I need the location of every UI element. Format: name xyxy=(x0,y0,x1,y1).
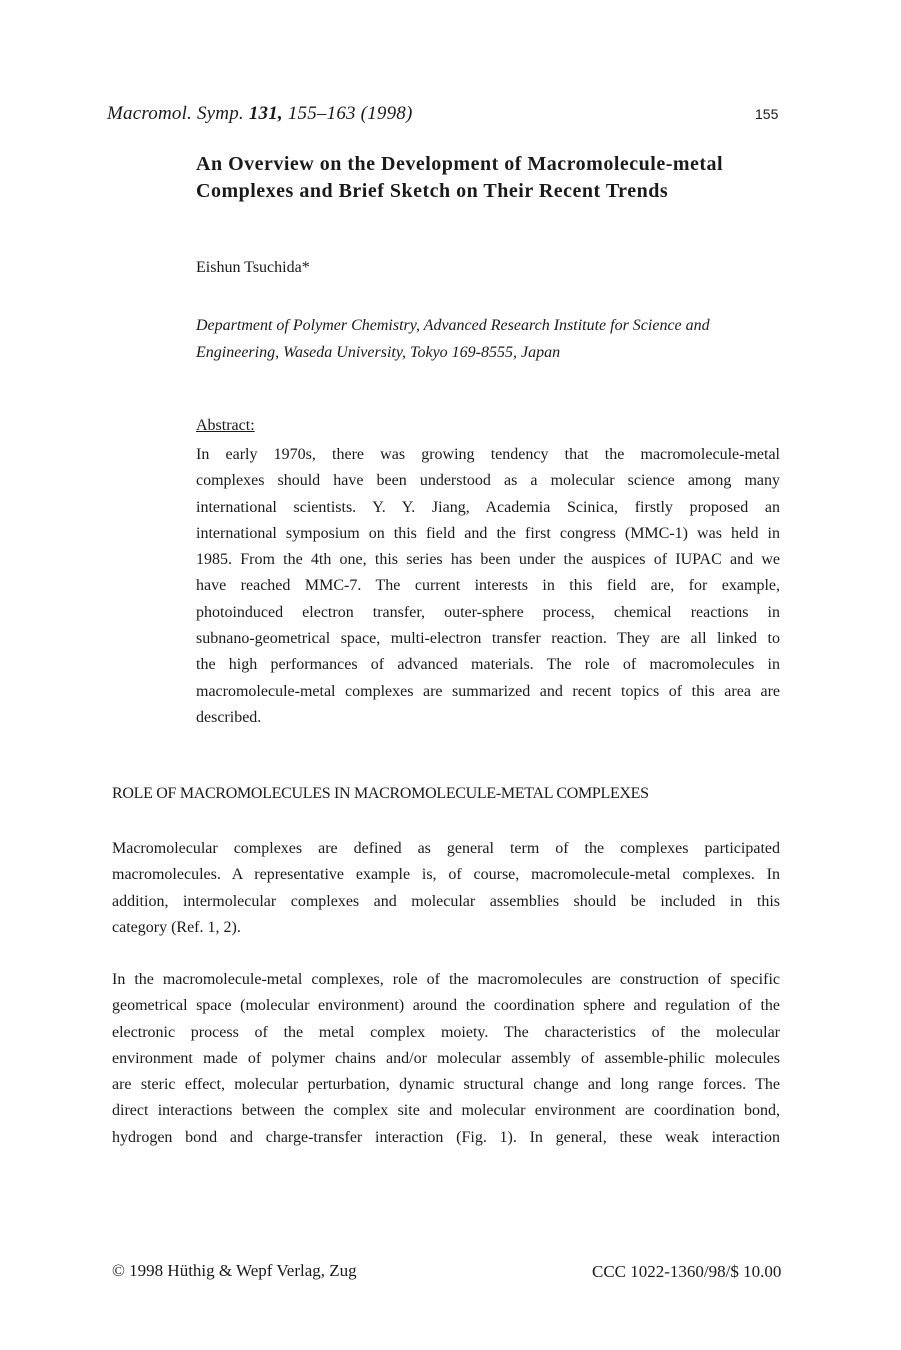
footer-ccc-code: CCC 1022-1360/98/$ 10.00 xyxy=(592,1262,782,1281)
paragraph-line: direct interactions between the complex site and molecular environment are coordination bond, xyxy=(112,1102,780,1120)
abstract-line: described. xyxy=(196,708,262,726)
paragraph-line: Macromolecular complexes are defined as general term of the complexes participated xyxy=(112,840,780,857)
paragraph-line: hydrogen bond and charge-transfer interaction (Fig. 1). In general, these weak interaction xyxy=(112,1128,780,1146)
abstract-line: subnano-geometrical space, multi-electron transfer reaction. They are all linked to xyxy=(196,630,780,648)
section-heading: ROLE OF MACROMOLECULES IN MACROMOLECULE-METAL COMPLEXES xyxy=(112,785,649,802)
abstract-line: the high performances of advanced materials. The role of macromolecules in xyxy=(196,656,780,674)
abstract-line: have reached MMC-7. The current interests in this field are, for example, xyxy=(196,577,780,595)
abstract-body xyxy=(196,442,780,731)
abstract-line: In early 1970s, there was growing tendency that the macromolecule-metal xyxy=(196,446,780,463)
paragraph-line: electronic process of the metal complex moiety. The characteristics of the molecular xyxy=(112,1023,780,1041)
abstract-line: international scientists. Y. Y. Jiang, Academia Scinica, firstly proposed an xyxy=(196,498,780,516)
journal-citation xyxy=(107,103,413,125)
paragraph-line: macromolecules. A representative example is, of course, macromolecule-metal complexes. In xyxy=(112,866,780,884)
abstract-line: photoinduced electron transfer, outer-sphere process, chemical reactions in xyxy=(196,603,780,621)
paragraph-line: addition, intermolecular complexes and molecular assemblies should be included in this xyxy=(112,892,780,910)
paragraph-line: category (Ref. 1, 2). xyxy=(112,918,241,936)
author-name: Eishun Tsuchida* xyxy=(196,259,310,276)
abstract-line: complexes should have been understood as a molecular science among many xyxy=(196,472,780,490)
paper-title-line-2: Complexes and Brief Sketch on Their Recent Trends xyxy=(196,180,669,202)
abstract-line: international symposium on this field and the first congress (MMC-1) was held in xyxy=(196,524,780,542)
affiliation-line-1: Department of Polymer Chemistry, Advanced Research Institute for Science and xyxy=(196,317,710,334)
footer-copyright: © 1998 Hüthig & Wepf Verlag, Zug xyxy=(112,1261,357,1280)
paragraph-line: are steric effect, molecular perturbation, dynamic structural change and long range forces. The xyxy=(112,1076,780,1094)
journal-name: Macromol. Symp. xyxy=(107,103,244,124)
affiliation-line-2: Engineering, Waseda University, Tokyo 169-8555, Japan xyxy=(196,344,561,361)
paragraph-line: geometrical space (molecular environment) around the coordination sphere and regulation of the xyxy=(112,997,780,1015)
body-paragraph-1 xyxy=(112,836,780,941)
paper-title xyxy=(196,151,796,205)
abstract-line: macromolecule-metal complexes are summarized and recent topics of this area are xyxy=(196,682,780,700)
paragraph-line: In the macromolecule-metal complexes, role of the macromolecules are construction of specific xyxy=(112,971,780,988)
journal-pages-year: 155–163 (1998) xyxy=(287,103,413,124)
body-paragraph-2 xyxy=(112,967,780,1151)
abstract-heading: Abstract: xyxy=(196,417,255,434)
journal-volume: 131, xyxy=(248,103,283,124)
paragraph-line: environment made of polymer chains and/or molecular assembly of assemble-philic molecules xyxy=(112,1049,780,1067)
abstract-line: 1985. From the 4th one, this series has been under the auspices of IUPAC and we xyxy=(196,551,780,569)
page-number: 155 xyxy=(755,106,779,122)
author-affiliation xyxy=(196,312,796,366)
paper-title-line-1: An Overview on the Development of Macromolecule-metal xyxy=(196,153,724,175)
